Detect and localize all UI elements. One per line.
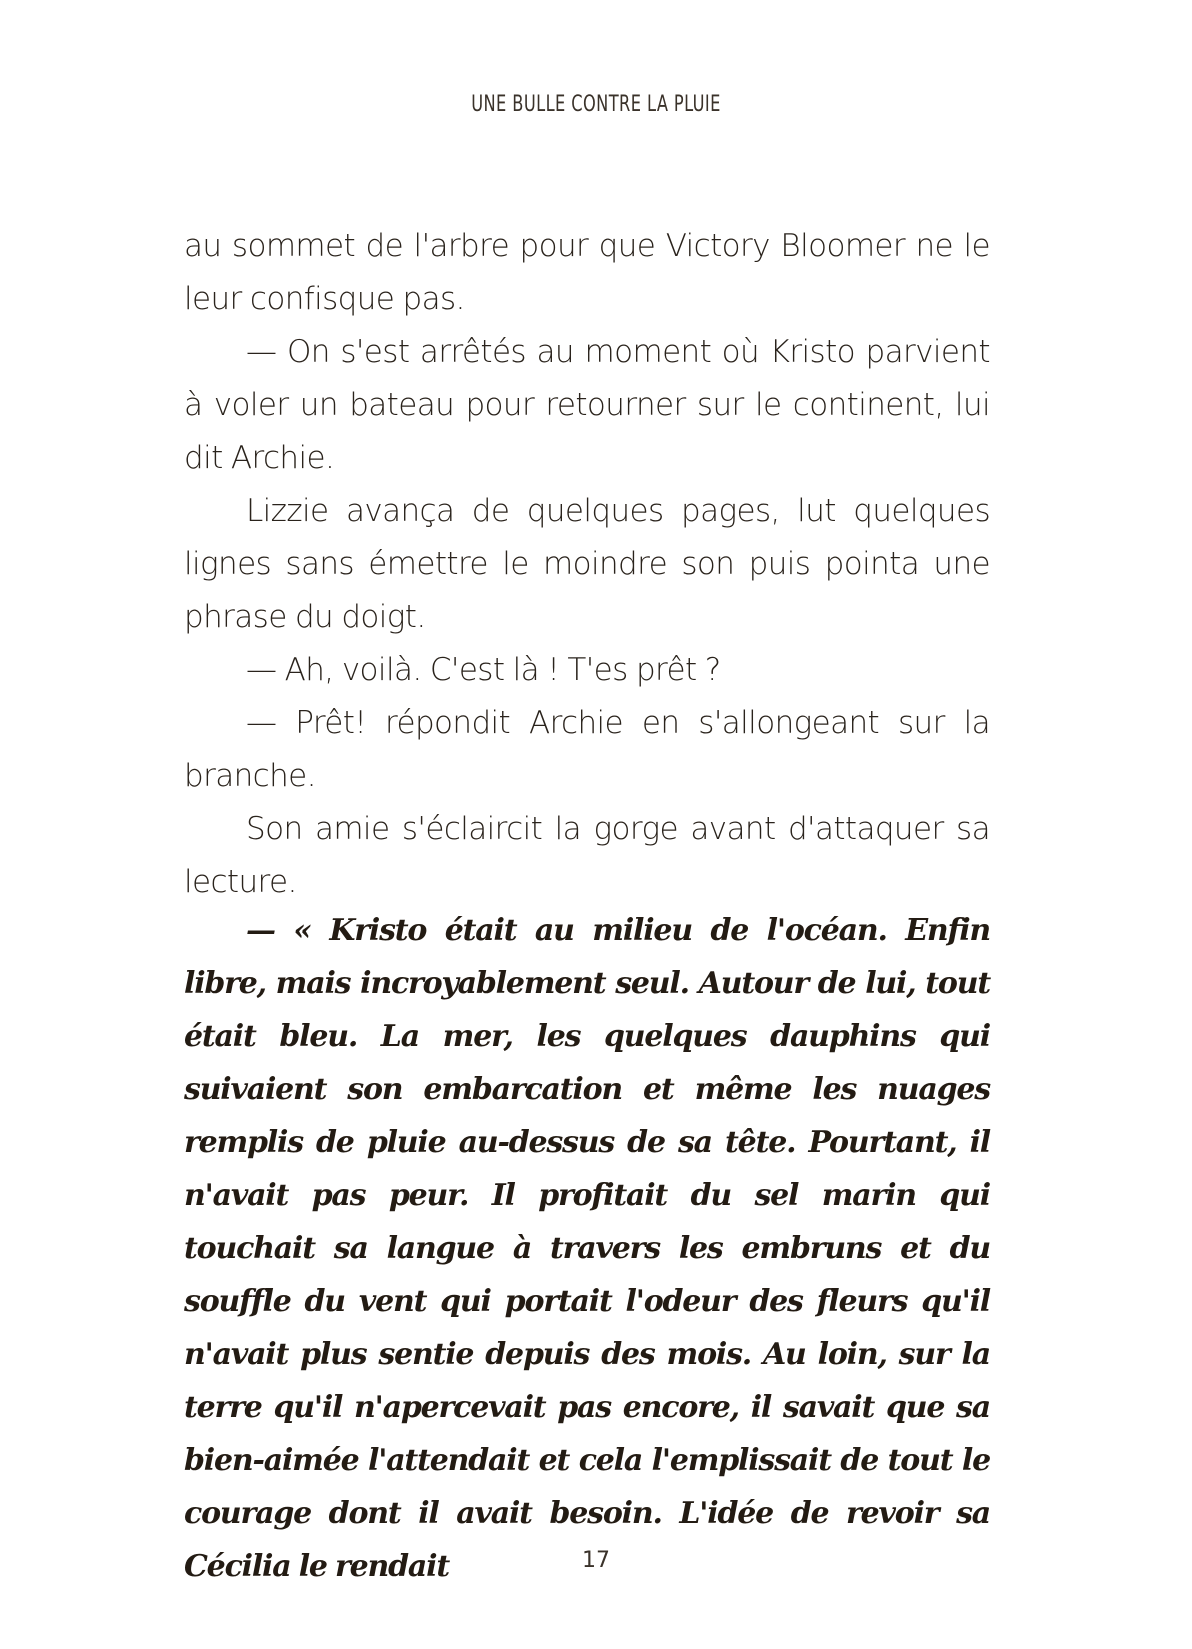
paragraph-dialogue: — On s'est arrêtés au moment où Kristo parvient à voler un bateau pour retourner sur le continent, lui dit Archie. (184, 334, 990, 476)
paragraph-continuation: au sommet de l'arbre pour que Victory Bloomer ne le leur confisque pas. (184, 228, 990, 317)
running-head: UNE BULLE CONTRE LA PLUIE (471, 92, 721, 117)
paragraph-narration: Son amie s'éclaircit la gorge avant d'attaquer sa lecture. (184, 811, 990, 900)
paragraph-narration: Lizzie avança de quelques pages, lut quelques lignes sans émettre le moindre son puis pointa une phrase du doigt. (184, 493, 990, 635)
handwritten-paragraph: — « Kristo était au milieu de l'océan. Enfin libre, mais incroyablement seul. Autour de lui, tout était bleu. La mer, les quelques dauphins qui suivaient son embarcation et même les nuages remplis de pluie au-dessus de sa tête. Pourtant, il n'avait pas peur. Il profitait du sel marin qui touchait sa langue à travers les embruns et du souffle du vent qui portait l'odeur des fleurs qu'il n'avait plus sentie depuis des mois. Au loin, sur la terre qu'il n'apercevait pas encore, il savait que sa bien-aimée l'attendait et cela l'emplissait de tout le courage dont il avait besoin. L'idée de revoir sa Cécilia le rendait (184, 913, 990, 1584)
paragraph-dialogue: — Prêt! répondit Archie en s'allongeant sur la branche. (184, 705, 990, 794)
body-text (184, 220, 990, 909)
handwritten-passage (184, 904, 990, 1593)
paragraph-dialogue: — Ah, voilà. C'est là ! T'es prêt ? (246, 652, 721, 688)
page-number: 17 (582, 1548, 610, 1573)
